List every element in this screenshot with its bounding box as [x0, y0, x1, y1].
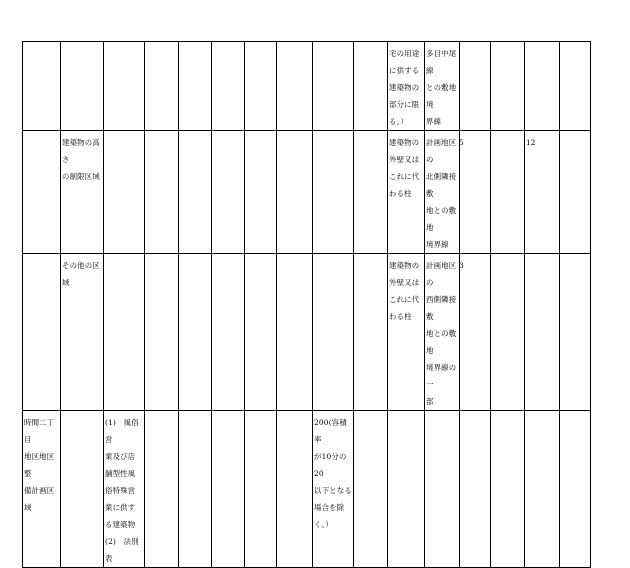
- wall-line-cell: 建築物の 外壁又は これに代 わる柱: [388, 254, 425, 411]
- boundary-cell: 計画地区の 北側隣接敷 地との敷地 境界線 5: [425, 131, 460, 254]
- table-row: [23, 42, 591, 131]
- setback-value: 3: [459, 261, 464, 270]
- setback-value: 5: [459, 138, 464, 147]
- table-row: [23, 131, 591, 254]
- boundary-cell: 多目中尾線 との敷地境 界線: [425, 42, 460, 131]
- wall-line-cell: 建築物の 外壁又は これに代 わる柱: [388, 131, 425, 254]
- district-plan-area-label: 時間二丁目 地区地区整 備計画区域: [23, 411, 61, 568]
- boundary-cell: 計画地区の 西側隣接敷 地との敷地 境界線の一 部 3: [425, 254, 460, 411]
- table-row: [23, 411, 591, 568]
- table-row: [23, 254, 591, 411]
- floor-area-ratio-cell: 200(容積率 が10分の20 以下となる 場合を除 く。）: [313, 411, 354, 568]
- other-zone-label: その他の区域: [61, 254, 104, 411]
- height-value-cell: 12: [525, 131, 560, 254]
- height-limit-zone-label: 建築物の高さ の制限区域: [61, 131, 104, 254]
- regulation-table: [22, 41, 591, 568]
- restricted-uses-cell: (1) 風俗営 業及び店 舗型性風 俗特殊営 業に供す る建築物 (2) 法別表: [104, 411, 145, 568]
- regulation-table-fragment: [22, 41, 591, 568]
- usage-restriction-cell: 宅の用途 に供する 建築物の 部分に限 る。）: [388, 42, 425, 131]
